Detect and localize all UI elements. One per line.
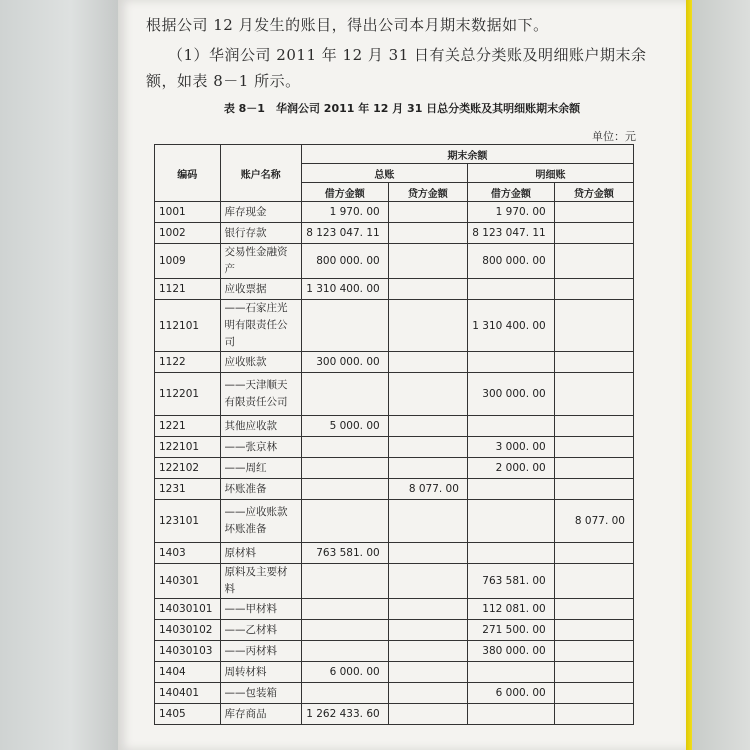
background-right — [692, 0, 750, 750]
cell-general-debit: 800 000. 00 — [301, 244, 388, 279]
cell-code: 1002 — [155, 223, 221, 244]
cell-detail-debit: 763 581. 00 — [467, 564, 554, 599]
cell-detail-debit: 112 081. 00 — [467, 599, 554, 620]
header-detail-credit: 贷方金额 — [554, 183, 633, 202]
cell-general-credit — [388, 620, 467, 641]
cell-general-debit — [301, 479, 388, 500]
header-general-ledger: 总账 — [301, 164, 467, 183]
cell-detail-credit — [554, 223, 633, 244]
table-row — [155, 373, 634, 416]
cell-detail-debit — [467, 352, 554, 373]
cell-general-credit — [388, 373, 467, 416]
cell-general-credit — [388, 599, 467, 620]
table-row — [155, 416, 634, 437]
cell-account-name: ——周红 — [220, 458, 301, 479]
cell-code: 14030102 — [155, 620, 221, 641]
cell-detail-debit — [467, 479, 554, 500]
body-text-line-3: 额，如表 8－1 所示。 — [146, 72, 301, 90]
cell-detail-credit — [554, 437, 633, 458]
cell-general-credit — [388, 662, 467, 683]
cell-detail-credit — [554, 416, 633, 437]
balance-table — [154, 144, 634, 725]
cell-code: 1404 — [155, 662, 221, 683]
cell-detail-credit — [554, 543, 633, 564]
cell-detail-credit — [554, 244, 633, 279]
cell-code: 1121 — [155, 279, 221, 300]
header-general-credit: 贷方金额 — [388, 183, 467, 202]
cell-account-name: 其他应收款 — [220, 416, 301, 437]
cell-general-credit — [388, 244, 467, 279]
table-unit: 单位：元 — [592, 130, 636, 143]
cell-general-debit: 1 970. 00 — [301, 202, 388, 223]
cell-general-credit: 8 077. 00 — [388, 479, 467, 500]
cell-account-name: 原材料 — [220, 543, 301, 564]
cell-code: 122102 — [155, 458, 221, 479]
cell-detail-credit — [554, 479, 633, 500]
table-row — [155, 352, 634, 373]
background-left — [0, 0, 118, 750]
cell-code: 123101 — [155, 500, 221, 543]
cell-account-name: ——应收账款坏账准备 — [220, 500, 301, 543]
cell-general-debit — [301, 437, 388, 458]
cell-detail-credit — [554, 458, 633, 479]
cell-detail-credit — [554, 373, 633, 416]
cell-account-name: 交易性金融资产 — [220, 244, 301, 279]
cell-account-name: ——石家庄光明有限责任公司 — [220, 300, 301, 352]
header-code: 编码 — [155, 145, 221, 202]
cell-general-credit — [388, 564, 467, 599]
table-row — [155, 458, 634, 479]
cell-detail-debit — [467, 662, 554, 683]
cell-general-debit — [301, 458, 388, 479]
cell-detail-credit: 8 077. 00 — [554, 500, 633, 543]
body-text-line-1: 根据公司 12 月发生的账目，得出公司本月期末数据如下。 — [146, 16, 549, 34]
cell-detail-debit — [467, 416, 554, 437]
cell-account-name: ——包装箱 — [220, 683, 301, 704]
cell-code: 14030103 — [155, 641, 221, 662]
cell-account-name: ——张京林 — [220, 437, 301, 458]
cell-account-name: 应收账款 — [220, 352, 301, 373]
header-general-debit: 借方金额 — [301, 183, 388, 202]
cell-detail-credit — [554, 641, 633, 662]
table-row — [155, 500, 634, 543]
cell-code: 140301 — [155, 564, 221, 599]
table-row — [155, 244, 634, 279]
cell-account-name: ——甲材料 — [220, 599, 301, 620]
cell-general-debit — [301, 564, 388, 599]
cell-detail-debit: 8 123 047. 11 — [467, 223, 554, 244]
cell-detail-debit: 271 500. 00 — [467, 620, 554, 641]
header-account-name: 账户名称 — [220, 145, 301, 202]
cell-detail-debit: 300 000. 00 — [467, 373, 554, 416]
table-row — [155, 479, 634, 500]
cell-code: 1001 — [155, 202, 221, 223]
table-row — [155, 300, 634, 352]
cell-account-name: 原料及主要材料 — [220, 564, 301, 599]
cell-general-debit: 1 310 400. 00 — [301, 279, 388, 300]
cell-detail-debit: 6 000. 00 — [467, 683, 554, 704]
cell-general-credit — [388, 223, 467, 244]
header-detail-debit: 借方金额 — [467, 183, 554, 202]
cell-general-credit — [388, 416, 467, 437]
cell-detail-debit: 3 000. 00 — [467, 437, 554, 458]
cell-code: 14030101 — [155, 599, 221, 620]
cell-code: 1221 — [155, 416, 221, 437]
cell-detail-credit — [554, 704, 633, 725]
table-row — [155, 279, 634, 300]
cell-general-debit — [301, 620, 388, 641]
cell-detail-debit: 800 000. 00 — [467, 244, 554, 279]
cell-detail-debit — [467, 543, 554, 564]
cell-account-name: 库存商品 — [220, 704, 301, 725]
cell-code: 122101 — [155, 437, 221, 458]
table-row — [155, 599, 634, 620]
table-row — [155, 543, 634, 564]
cell-general-debit: 1 262 433. 60 — [301, 704, 388, 725]
cell-general-credit — [388, 458, 467, 479]
cell-account-name: 坏账准备 — [220, 479, 301, 500]
cell-general-debit — [301, 500, 388, 543]
cell-account-name: 应收票据 — [220, 279, 301, 300]
cell-general-credit — [388, 202, 467, 223]
cell-general-debit: 6 000. 00 — [301, 662, 388, 683]
cell-detail-debit: 380 000. 00 — [467, 641, 554, 662]
cell-detail-debit — [467, 279, 554, 300]
cell-general-credit — [388, 352, 467, 373]
cell-detail-credit — [554, 620, 633, 641]
table-row — [155, 704, 634, 725]
cell-detail-credit — [554, 599, 633, 620]
cell-account-name: 周转材料 — [220, 662, 301, 683]
table-row — [155, 620, 634, 641]
cell-detail-debit: 1 970. 00 — [467, 202, 554, 223]
table-row — [155, 202, 634, 223]
cell-code: 140401 — [155, 683, 221, 704]
cell-general-debit — [301, 599, 388, 620]
cell-general-debit: 300 000. 00 — [301, 352, 388, 373]
cell-detail-debit — [467, 704, 554, 725]
table-row — [155, 662, 634, 683]
body-text-line-2: （1）华润公司 2011 年 12 月 31 日有关总分类账及明细账户期末余 — [168, 46, 647, 64]
header-detail-ledger: 明细账 — [467, 164, 633, 183]
cell-general-debit: 5 000. 00 — [301, 416, 388, 437]
cell-general-credit — [388, 704, 467, 725]
table-row — [155, 223, 634, 244]
cell-general-credit — [388, 641, 467, 662]
cell-general-credit — [388, 437, 467, 458]
cell-code: 1403 — [155, 543, 221, 564]
cell-code: 1009 — [155, 244, 221, 279]
cell-account-name: 库存现金 — [220, 202, 301, 223]
cell-detail-credit — [554, 352, 633, 373]
table-row — [155, 437, 634, 458]
table-row — [155, 641, 634, 662]
cell-general-debit — [301, 683, 388, 704]
cell-detail-credit — [554, 662, 633, 683]
cell-detail-debit: 1 310 400. 00 — [467, 300, 554, 352]
cell-general-debit: 8 123 047. 11 — [301, 223, 388, 244]
cell-account-name: ——乙材料 — [220, 620, 301, 641]
cell-general-debit: 763 581. 00 — [301, 543, 388, 564]
cell-code: 112201 — [155, 373, 221, 416]
table-row — [155, 564, 634, 599]
cell-general-credit — [388, 300, 467, 352]
cell-account-name: ——天津顺天有限责任公司 — [220, 373, 301, 416]
cell-detail-credit — [554, 683, 633, 704]
cell-general-credit — [388, 279, 467, 300]
cell-detail-debit: 2 000. 00 — [467, 458, 554, 479]
table-caption: 表 8－1 华润公司 2011 年 12 月 31 日总分类账及其明细账期末余额 — [223, 102, 581, 115]
cell-general-debit — [301, 300, 388, 352]
cell-account-name: 银行存款 — [220, 223, 301, 244]
book-page — [118, 0, 686, 750]
cell-general-credit — [388, 543, 467, 564]
cell-code: 1405 — [155, 704, 221, 725]
cell-account-name: ——丙材料 — [220, 641, 301, 662]
cell-general-debit — [301, 641, 388, 662]
cell-general-credit — [388, 500, 467, 543]
cell-code: 1122 — [155, 352, 221, 373]
table-row — [155, 683, 634, 704]
cell-detail-credit — [554, 202, 633, 223]
cell-detail-credit — [554, 300, 633, 352]
header-period-end: 期末余额 — [301, 145, 633, 164]
cell-code: 1231 — [155, 479, 221, 500]
cell-detail-credit — [554, 564, 633, 599]
cell-general-debit — [301, 373, 388, 416]
cell-detail-debit — [467, 500, 554, 543]
cell-detail-credit — [554, 279, 633, 300]
cell-general-credit — [388, 683, 467, 704]
cell-code: 112101 — [155, 300, 221, 352]
